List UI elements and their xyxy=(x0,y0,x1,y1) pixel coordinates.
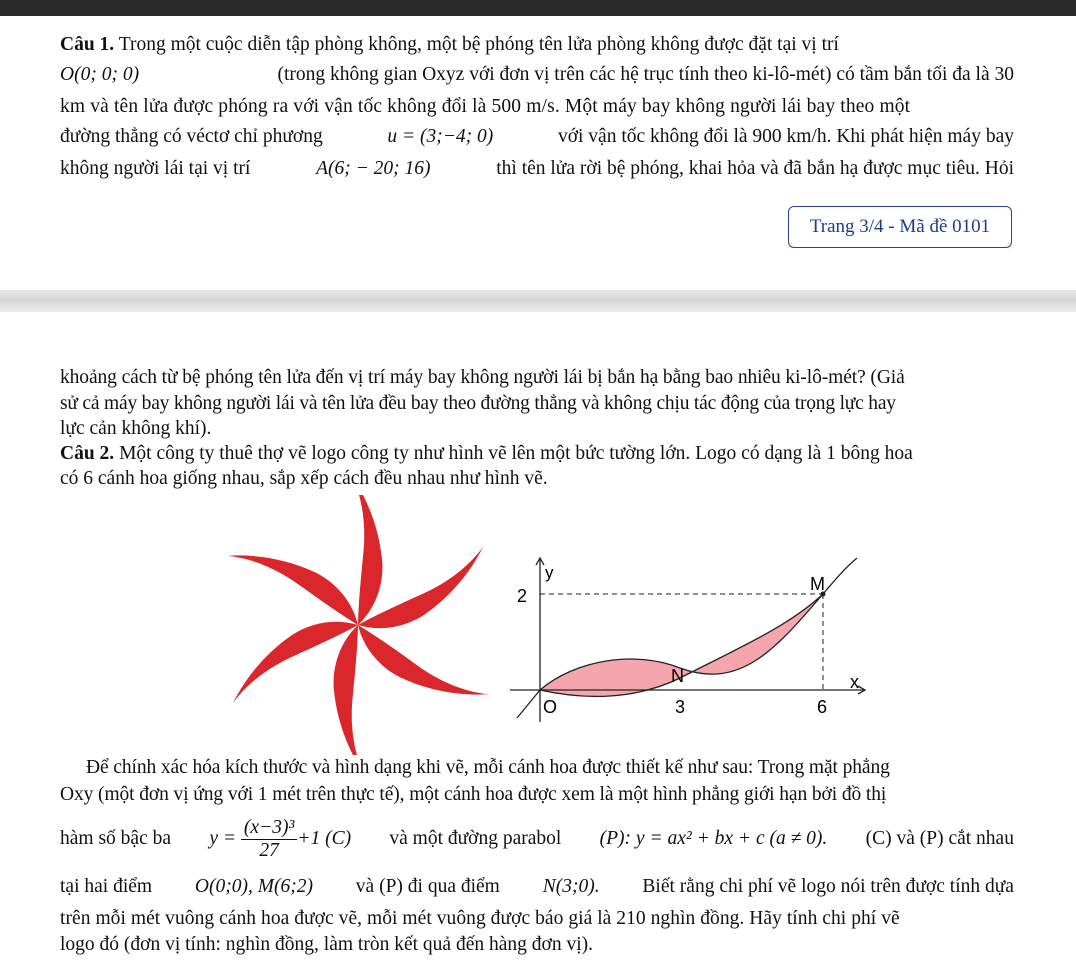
parabola-formula: (P): y = ax² + bx + c (a ≠ 0). xyxy=(599,828,828,849)
q1-cont-line-1: khoảng cách từ bệ phóng tên lửa đến vị trí máy bay không người lái bị bắn hạ bằng bao nhiêu ki-lô-mét? (Giả xyxy=(60,367,905,388)
q2-text-3a: hàm số bậc ba xyxy=(60,828,172,849)
q2-p2-line-3 xyxy=(60,815,1014,863)
page-number-box: Trang 3/4 - Mã đề 0101 xyxy=(788,206,1012,248)
cubic-tail: +1 (C) xyxy=(297,828,352,849)
q2-p2-line-5: trên mỗi mét vuông cánh hoa được vẽ, mỗi mét vuông được báo giá là 210 nghìn đồng. Hãy tính chi phí vẽ xyxy=(60,908,900,929)
points-om: O(0;0), M(6;2) xyxy=(194,876,313,897)
q1-line-3: km và tên lửa được phóng ra với vận tốc không đổi là 500 m/s. Một máy bay không người lái bay theo một xyxy=(60,96,911,117)
q1-vector: u = (3;−4; 0) xyxy=(387,126,494,147)
q2-p2-line-6: logo đó (đơn vị tính: nghìn đồng, làm tròn kết quả đến hàng đơn vị). xyxy=(60,934,593,955)
point-n: N(3;0). xyxy=(542,876,600,897)
q2-p2-line-4 xyxy=(60,876,1014,898)
q1-line-1 xyxy=(60,34,1014,56)
q1-origin: O(0; 0; 0) xyxy=(60,64,140,85)
q2-line-1 xyxy=(60,443,1014,465)
q1-cont-line-2: sử cả máy bay không người lái và tên lửa đều bay theo đường thẳng và không chịu tác động của trọng lực hay xyxy=(60,393,896,414)
q2-text-3b: và một đường parabol xyxy=(389,828,562,849)
y-label: y xyxy=(545,563,554,582)
fraction-numerator: (x−3)³ xyxy=(241,817,297,840)
q1-line-2 xyxy=(60,64,1014,86)
tick-x3: 3 xyxy=(675,697,686,717)
point-m-label: M xyxy=(810,574,825,594)
x-label: x xyxy=(850,672,859,692)
q1-point-a: A(6; − 20; 16) xyxy=(316,158,431,179)
q2-text-3c: (C) và (P) cắt nhau xyxy=(865,828,1014,849)
page-break xyxy=(0,290,1076,312)
q1-text-4a: đường thẳng có véctơ chỉ phương xyxy=(60,126,323,147)
q2-text-4a: tại hai điểm xyxy=(60,876,153,897)
q1-line-5 xyxy=(60,158,1014,180)
origin-label: O xyxy=(543,697,558,717)
q2-p2-line-1: Để chính xác hóa kích thước và hình dạng khi vẽ, mỗi cánh hoa được thiết kế như sau: Trong mặt phẳng xyxy=(86,757,890,778)
q2-line-2: có 6 cánh hoa giống nhau, sắp xếp cách đều nhau như hình vẽ. xyxy=(60,468,548,489)
cubic-fraction xyxy=(241,817,297,862)
q1-text-4b: với vận tốc không đổi là 900 km/h. Khi phát hiện máy bay xyxy=(557,126,1014,147)
cubic-extension xyxy=(823,558,857,594)
q2-text-1: Một công ty thuê thợ vẽ logo công ty như hình vẽ lên một bức tường lớn. Logo có dạng là 1 bông hoa xyxy=(119,443,913,464)
q1-cont-line-3: lực cản không khí). xyxy=(60,418,212,439)
top-bar xyxy=(0,0,1076,16)
fraction-denominator: 27 xyxy=(259,839,279,861)
cubic-formula: y = $\frac{\text{(x−3)³}}{27}$ +1 (C) xyxy=(209,816,352,861)
q2-text-4c: Biết rằng chi phí vẽ logo nói trên được tính dựa xyxy=(642,876,1014,897)
q2-p2-line-2: Oxy (một đơn vị ứng với 1 mét trên thực tế), một cánh hoa được xem là một hình phẳng giới hạn bởi đồ thị xyxy=(60,784,887,805)
point-n-label: N xyxy=(671,666,684,686)
tick-x6: 6 xyxy=(817,697,828,717)
petal-graph xyxy=(505,550,875,725)
flower-logo xyxy=(225,495,490,755)
z-direction xyxy=(517,690,540,718)
q1-text-5a: không người lái tại vị trí xyxy=(60,158,251,179)
q2-label: Câu 2. xyxy=(60,443,115,464)
q1-line-4 xyxy=(60,126,1014,148)
q2-text-4b: và (P) đi qua điểm xyxy=(355,876,500,897)
q1-text-1: Trong một cuộc diễn tập phòng không, một bệ phóng tên lửa phòng không được đặt tại vị trí xyxy=(118,34,839,55)
tick-y2: 2 xyxy=(517,586,528,606)
q1-label: Câu 1. xyxy=(60,34,115,55)
q1-text-2: (trong không gian Oxyz với đơn vị trên các hệ trục tính theo ki-lô-mét) có tầm bắn tối đa là 30 xyxy=(277,64,1014,85)
q1-text-5b: thì tên lửa rời bệ phóng, khai hỏa và đã bắn hạ được mục tiêu. Hỏi xyxy=(496,158,1014,179)
